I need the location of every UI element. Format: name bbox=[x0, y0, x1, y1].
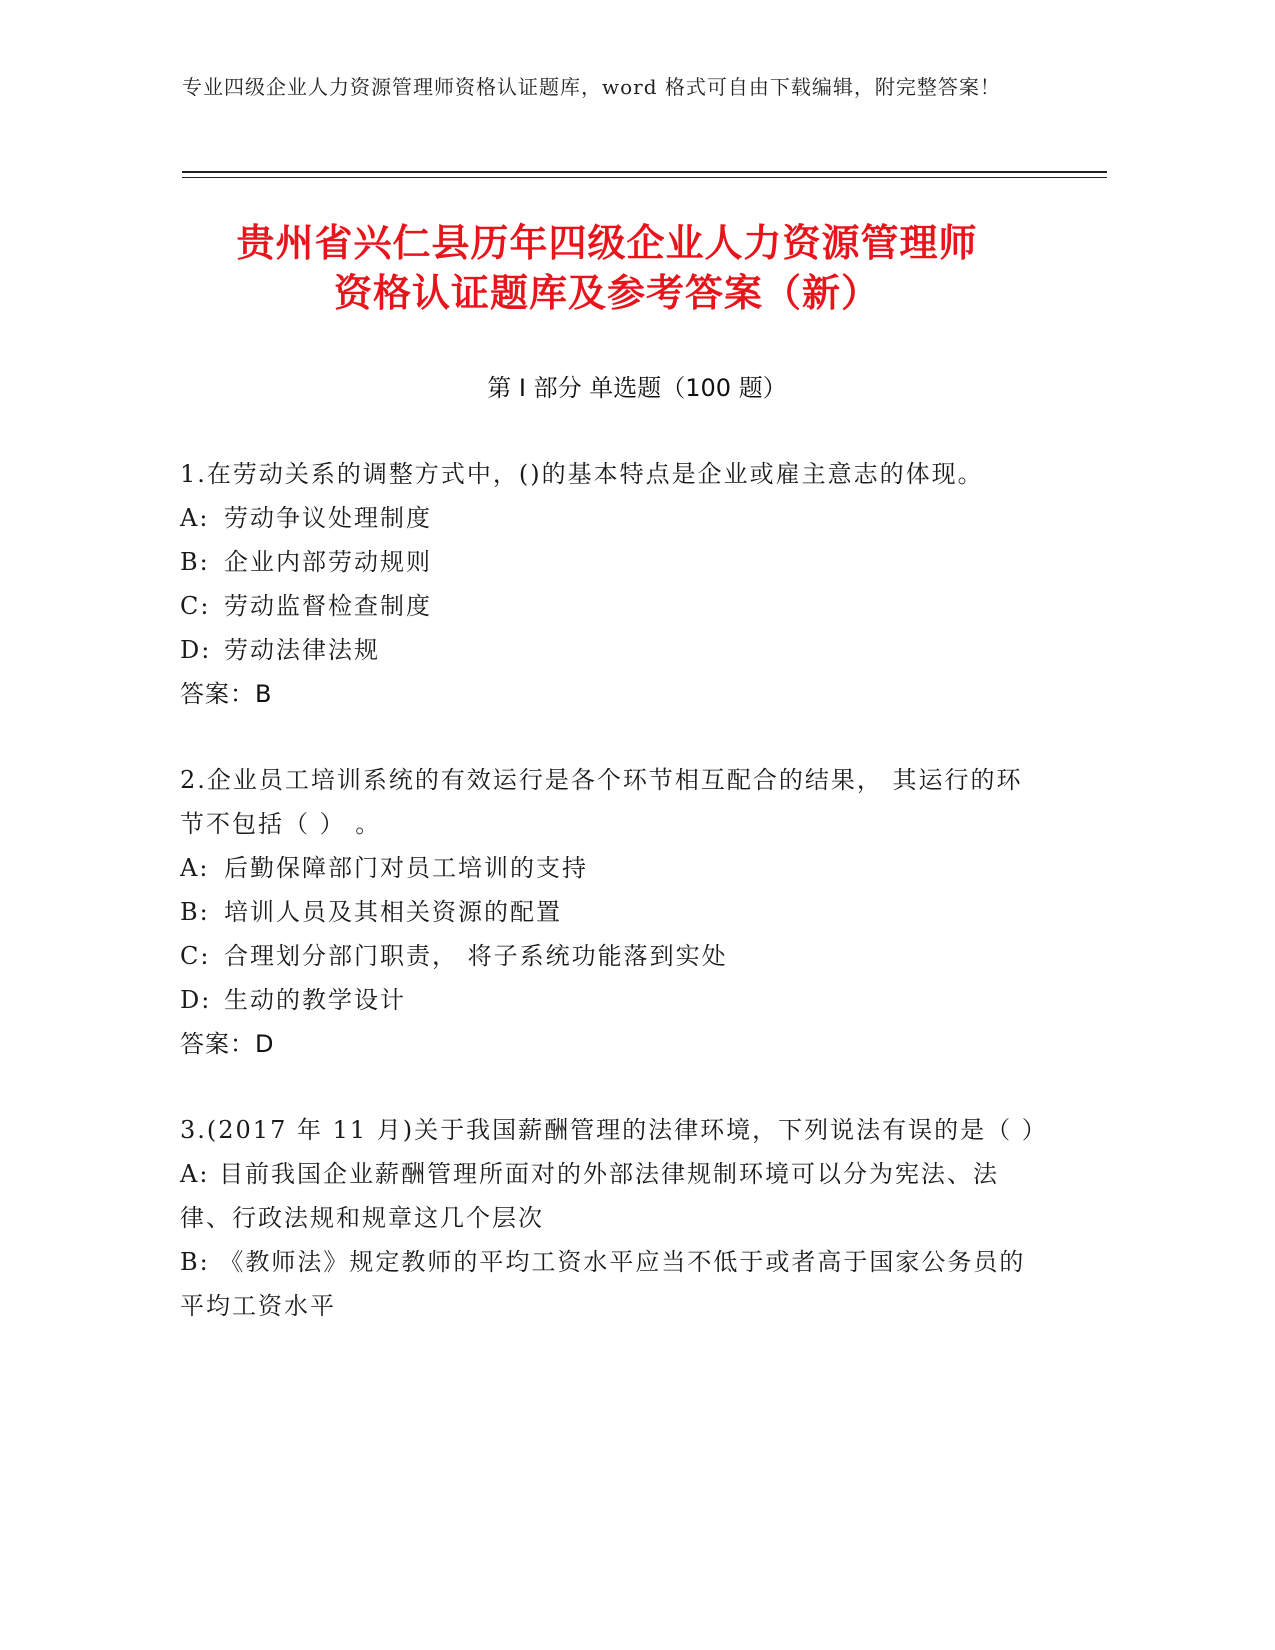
document-title-line1: 贵州省兴仁县历年四级企业人力资源管理师 bbox=[236, 221, 978, 265]
option-label: C: bbox=[180, 592, 211, 620]
option-text: 后勤保障部门对员工培训的支持 bbox=[224, 854, 588, 882]
header-divider-thin bbox=[182, 177, 1107, 178]
option-label: C: bbox=[180, 942, 211, 970]
option-label: A: bbox=[180, 504, 210, 532]
option-text: 劳动监督检查制度 bbox=[224, 592, 432, 620]
option-label: A: bbox=[180, 1160, 210, 1188]
option-text: 合理划分部门职责， 将子系统功能落到实处 bbox=[224, 942, 728, 970]
option-d bbox=[180, 978, 1040, 1022]
question-stem: 2.企业员工培训系统的有效运行是各个环节相互配合的结果， 其运行的环节不包括（ ） 。 bbox=[180, 766, 1023, 838]
option-label: D: bbox=[180, 636, 212, 664]
document-title bbox=[182, 218, 1032, 318]
option-label: B: bbox=[180, 898, 210, 926]
answer: 答案：D bbox=[180, 1030, 275, 1058]
option-a bbox=[180, 846, 1040, 890]
question-1 bbox=[180, 452, 1040, 716]
question-list bbox=[180, 452, 1048, 1370]
document-title-line2: 资格认证题库及参考答案（新） bbox=[333, 271, 880, 315]
option-text: 培训人员及其相关资源的配置 bbox=[224, 898, 562, 926]
header-divider bbox=[182, 171, 1107, 173]
option-b bbox=[180, 890, 1040, 934]
section-heading: 第 I 部分 单选题（100 题） bbox=[487, 374, 787, 402]
option-label: B: bbox=[180, 1248, 210, 1276]
option-text: 劳动争议处理制度 bbox=[224, 504, 432, 532]
option-b bbox=[180, 540, 1040, 584]
option-text: 《教师法》规定教师的平均工资水平应当不低于或者高于国家公务员的平均工资水平 bbox=[180, 1248, 1026, 1320]
option-c bbox=[180, 934, 1040, 978]
question-3 bbox=[180, 1108, 1048, 1328]
option-label: D: bbox=[180, 986, 212, 1014]
option-text: 目前我国企业薪酬管理所面对的外部法律规制环境可以分为宪法、法律、行政法规和规章这几个层次 bbox=[180, 1160, 1000, 1232]
option-c bbox=[180, 584, 1040, 628]
option-label: B: bbox=[180, 548, 210, 576]
answer: 答案：B bbox=[180, 680, 273, 708]
option-a bbox=[180, 496, 1040, 540]
question-2 bbox=[180, 758, 1040, 1066]
option-text: 企业内部劳动规则 bbox=[224, 548, 432, 576]
option-text: 劳动法律法规 bbox=[224, 636, 380, 664]
option-a bbox=[180, 1152, 1040, 1240]
header-note: 专业四级企业人力资源管理师资格认证题库，word 格式可自由下载编辑，附完整答案！ bbox=[182, 75, 1001, 99]
option-b bbox=[180, 1240, 1040, 1328]
option-text: 生动的教学设计 bbox=[224, 986, 406, 1014]
question-stem: 3.(2017 年 11 月)关于我国薪酬管理的法律环境，下列说法有误的是（ ） bbox=[180, 1116, 1048, 1144]
option-d bbox=[180, 628, 1040, 672]
option-label: A: bbox=[180, 854, 210, 882]
question-stem: 1.在劳动关系的调整方式中，()的基本特点是企业或雇主意志的体现。 bbox=[180, 460, 984, 488]
